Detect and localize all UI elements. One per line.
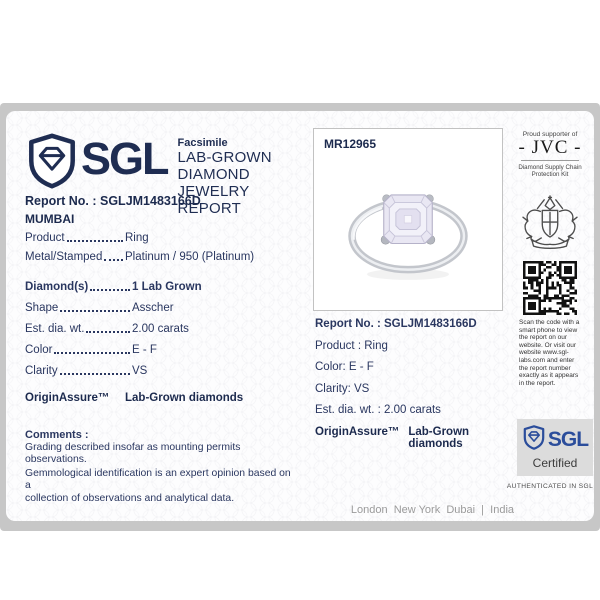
field-label: Clarity — [25, 365, 58, 377]
field-label: Est. dia. wt. — [25, 323, 85, 335]
dotted-leader — [54, 344, 130, 354]
dotted-leader — [60, 302, 130, 312]
dotted-leader — [104, 251, 123, 261]
field-value: 1 Lab Grown — [132, 281, 202, 293]
origin-assure-label: OriginAssure™ — [315, 425, 400, 438]
sgl-logo-text: SGL — [81, 133, 168, 184]
field-value: Platinum / 950 (Platinum) — [125, 251, 255, 263]
report-left-column — [25, 133, 303, 404]
comments-title: Comments : — [25, 429, 89, 441]
comments-block — [25, 429, 295, 505]
field-row-est-dia-wt — [25, 323, 303, 336]
jvc-logo-text: - JVC - — [518, 137, 582, 158]
dotted-leader — [86, 323, 130, 333]
field-row-product — [25, 232, 303, 245]
dotted-leader — [60, 365, 130, 375]
facsimile-label: Facsimile — [177, 137, 228, 149]
origin-assure-label: OriginAssure™ — [25, 392, 110, 404]
jvc-supporter-text: Proud supporter of — [522, 131, 578, 138]
report-title-line1: LAB-GROWN DIAMOND — [177, 149, 272, 183]
comment-line: Grading described insofar as mounting permits observations. — [25, 442, 241, 466]
comment-line: collection of observations and analytical data. — [25, 493, 235, 505]
lab-city: MUMBAI — [25, 212, 75, 226]
comment-line: Gemmological identification is an expert opinion based on a — [25, 467, 291, 491]
summary-color: Color: E - F — [315, 361, 374, 373]
photo-reference-number: MR12965 — [324, 137, 377, 151]
jvc-kit-text: Diamond Supply Chain Protection Kit — [518, 164, 582, 178]
field-row-metal — [25, 251, 303, 264]
jvc-supporter-block — [506, 131, 594, 178]
jvc-divider — [521, 160, 579, 162]
field-label: Shape — [25, 302, 59, 314]
field-label: Product — [25, 232, 65, 244]
sgl-certified-badge — [517, 419, 593, 476]
heraldic-crest-icon — [506, 195, 594, 256]
field-label: Diamond(s) — [25, 281, 89, 293]
origin-assure-row — [25, 392, 303, 404]
ring-photo — [324, 157, 492, 302]
summary-details — [315, 318, 510, 450]
summary-report-number: Report No. : SGLJM1483166D — [315, 318, 477, 330]
certified-sgl-text: SGL — [547, 428, 589, 451]
field-label: Metal/Stamped — [25, 251, 103, 263]
qr-code — [506, 261, 594, 320]
dotted-leader — [90, 281, 130, 291]
sgl-certified-shield-icon — [522, 425, 546, 455]
field-row-color — [25, 344, 303, 357]
summary-est-dia-wt: Est. dia. wt. : 2.00 carats — [315, 404, 441, 416]
report-card — [6, 111, 594, 521]
origin-assure-value: Lab-Grown diamonds — [408, 425, 470, 450]
field-row-shape — [25, 302, 303, 315]
jewelry-photo-frame — [313, 128, 503, 311]
field-value: E - F — [132, 344, 157, 356]
qr-caption: Scan the code with a smart phone to view the report on our website. Or visit our website www.sgl-labs.com and enter the report number exactly as it appears in the report. — [519, 319, 580, 387]
field-value: 2.00 carats — [132, 323, 189, 335]
summary-origin-assure-row — [315, 426, 510, 450]
report-number: Report No. : SGLJM1483166D — [25, 194, 201, 208]
summary-product: Product : Ring — [315, 339, 388, 352]
field-label: Color — [25, 344, 53, 356]
field-value: Ring — [125, 232, 149, 244]
authenticated-text: AUTHENTICATED IN SGL — [506, 483, 594, 490]
field-value: VS — [132, 365, 148, 377]
field-row-clarity — [25, 365, 303, 378]
sgl-shield-diamond-icon — [25, 133, 79, 194]
field-value: Asscher — [132, 302, 174, 314]
report-right-column — [506, 111, 594, 521]
summary-clarity: Clarity: VS — [315, 382, 370, 395]
lab-locations-footer: London New York Dubai | India — [350, 504, 514, 516]
origin-assure-value: Lab-Grown diamonds — [125, 392, 244, 404]
field-row-diamonds — [25, 281, 303, 294]
certified-label: Certified — [532, 456, 578, 470]
report-title-line2: JEWELRY REPORT — [177, 183, 250, 217]
dotted-leader — [67, 232, 123, 242]
